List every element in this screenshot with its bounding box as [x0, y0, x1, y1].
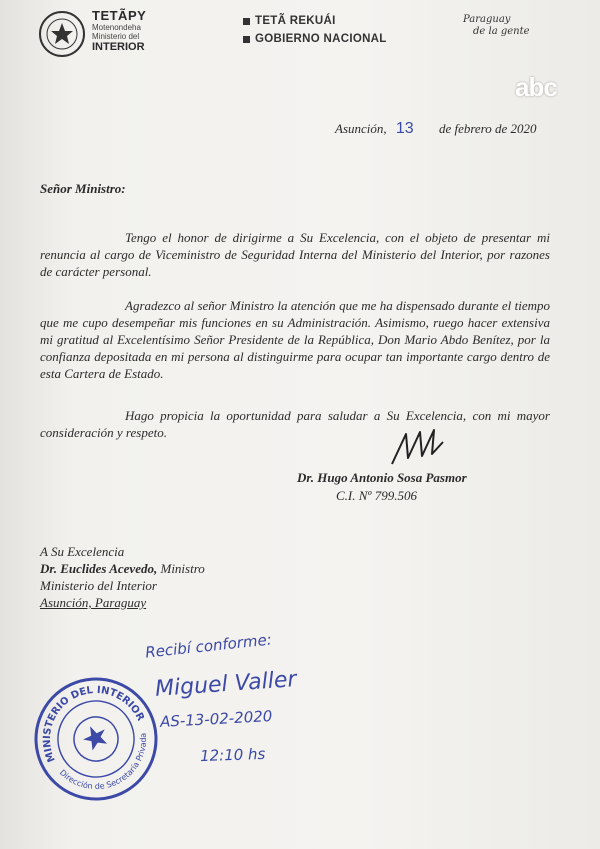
svg-text:Dirección de Secretaría Privad [56, 730, 160, 803]
handwritten-receipt-date: AS-13-02-2020 [159, 707, 273, 731]
ministry-name: INTERIOR [92, 41, 145, 53]
stamp-text-top: MINISTERIO DEL INTERIOR [41, 684, 146, 764]
slogan-logo [463, 14, 530, 38]
paragraph-3-text: Hago propicia la oportunidad para saludar a Su Excelencia, con mi mayor consideración y respeto. [40, 408, 550, 440]
handwritten-receiver-name: Miguel Valler [154, 667, 298, 702]
date-day: 13 [395, 120, 414, 137]
ministry-seal-icon [38, 10, 86, 58]
ministry-top-label: TETÃPY [92, 8, 147, 23]
ministry-logo-text [92, 8, 146, 53]
abc-watermark: abc [515, 72, 557, 102]
signer-id: C.I. Nº 799.506 [336, 488, 417, 503]
paragraph-2-text: Agradezco al señor Ministro la atención que me ha dispensado durante el tiempo que me cupo desempeñar mis funciones en su Administración. Asimismo, ruego hacer extensiva mi gratitud al Excelentísimo Señor Presidente de la República, Don Mario Abdo Benítez, por la confianza depositada en mi persona al distinguirme para ocupar tan importante cargo dentro de esta Cartera de Estado. [40, 298, 550, 381]
addressee-line-4: Asunción, Paraguay [40, 595, 147, 610]
handwritten-recibi: Recibí conforme: [144, 630, 273, 662]
paragraph-1-text: Tengo el honor de dirigirme a Su Excelencia, con el objeto de presentar mi renuncia al cargo de Viceministro de Seguridad Interna del Ministerio del Interior, por razones de carácter personal. [40, 230, 550, 279]
addressee-line-1: A Su Excelencia [40, 544, 125, 559]
stamp-text-bottom: Dirección de Secretaría Privada [57, 732, 149, 792]
addressee-role: Ministro [160, 561, 205, 576]
date-suffix: de febrero de 2020 [438, 121, 537, 136]
salutation: Señor Ministro: [40, 181, 126, 196]
ministry-sub-label-2: Ministerio del [92, 32, 140, 41]
square-bullet-icon [243, 18, 250, 25]
gov-line-2: GOBIERNO NACIONAL [255, 33, 387, 45]
ministry-stamp-icon [32, 675, 160, 803]
paragraph-2 [40, 297, 550, 382]
ministry-sub-label-1: Motenondeha [92, 23, 141, 32]
addressee-block [40, 543, 205, 611]
date-prefix: Asunción, [335, 121, 387, 136]
paragraph-3 [40, 407, 550, 441]
slogan-line-1: Paraguay [463, 14, 511, 25]
paragraph-1 [40, 229, 550, 280]
addressee-name: Dr. Euclides Acevedo, [40, 561, 158, 576]
addressee-line-3: Ministerio del Interior [40, 578, 157, 593]
slogan-line-2: de la gente [473, 26, 530, 37]
letter-date [335, 120, 537, 137]
gov-line-1: TETÃ REKUÁI [255, 15, 336, 27]
square-bullet-icon [243, 36, 250, 43]
signature-scribble-icon [388, 428, 446, 468]
government-logo [243, 12, 387, 48]
handwritten-receipt-time: 12:10 hs [199, 744, 266, 766]
signer-name: Dr. Hugo Antonio Sosa Pasmor [297, 470, 467, 485]
